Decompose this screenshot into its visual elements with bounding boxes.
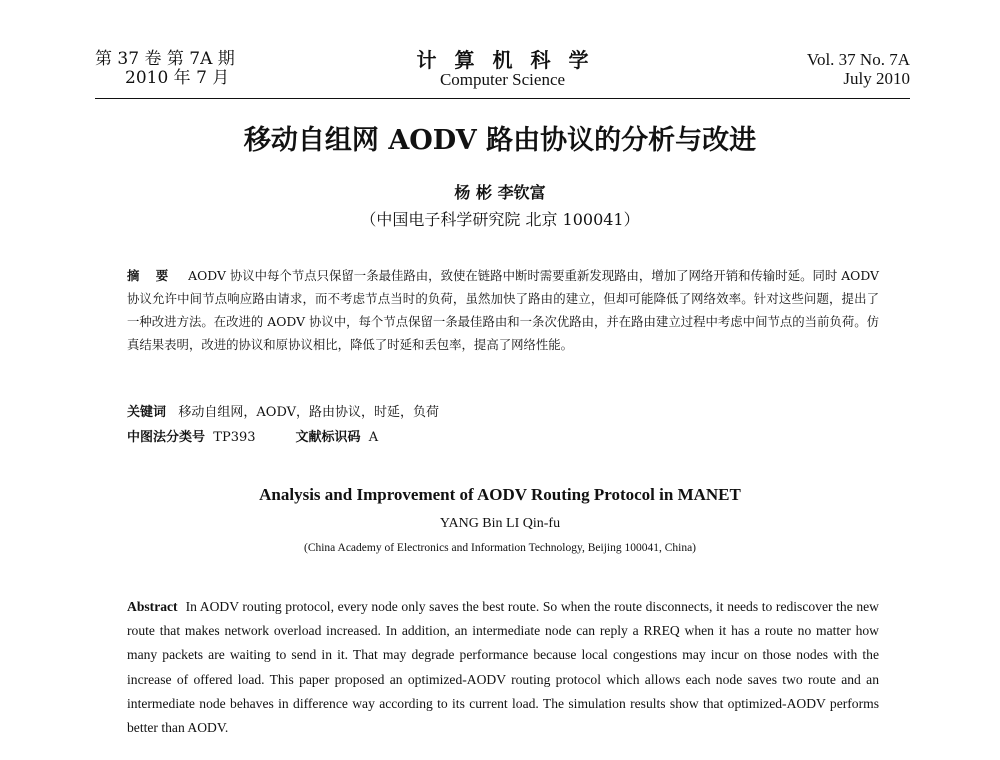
date-cn: 2010 年 7 月 [125,68,230,88]
affiliation-en: (China Academy of Electronics and Information Technology, Beijing 100041, China) [303,542,697,554]
class-label: 中图法分类号 [127,430,206,445]
keywords-text: 移动自组网，AODV，路由协议，时延，负荷 [178,405,440,420]
journal-name-en: Computer Science [439,70,566,89]
header-right [807,50,910,88]
classification [127,426,378,445]
affiliation-cn: （中国电子科学研究院 北京 100041） [360,210,640,229]
keywords-cn [127,401,439,420]
abstract-en [127,595,879,740]
header-center [95,50,910,90]
paper-title-cn: 移动自组网 AODV 路由协议的分析与改进 [243,125,757,156]
abstract-text-cn: AODV 协议中每个节点只保留一条最佳路由，致使在链路中断时需要重新发现路由，增加了网络开销和传输时延。同时 AODV 协议允许中间节点响应路由请求，而不考虑节点当时的负荷，虽然加快了路由的建立，但却可能降低了网络效率。针对这些问题，提出了一种改进方法。在改进的 AODV 协议中，每个节点保留一条最佳路由和一条次优路由，并在路由建立过程中考虑中间节点的当前负荷。仿真结果表明，改进的协议和原协议相比，降低了时延和丢包率，提高了网络性能。 [127,268,879,352]
abstract-text-en: In AODV routing protocol, every node only saves the best route. So when the route disconnects, it needs to rediscover the new route that makes network overload increased. In addition, an intermediate node can reply a RREQ when it has a route no matter how many packets are waiting to send in it. That may degrade performance because local congestions may incur on those nodes with the increase of offered load. This paper proposed an optimized-AODV routing protocol which allows each node saves two route and an intermediate node behaves in difference way according to its current load. The simulation results show that optimized-AODV performs better than AODV. [127,599,879,736]
journal-header [95,50,910,99]
abstract-label-cn: 摘 要 [127,268,175,283]
authors-cn: 杨 彬 李钦富 [454,183,546,202]
volume-en: Vol. 37 No. 7A [806,50,910,69]
doc-code-label: 文献标识码 [295,430,361,445]
doc-code-value: A [368,430,379,445]
class-value: TP393 [213,430,256,445]
volume-cn: 第 37 卷 第 7A 期 [95,49,235,69]
authors-en: YANG Bin LI Qin-fu [439,516,561,531]
keywords-label: 关键词 [127,405,167,420]
journal-name-cn: 计算机科学 [416,48,607,72]
abstract-cn [127,264,879,356]
paper-title-en: Analysis and Improvement of AODV Routing Protocol in MANET [259,485,741,504]
date-en: July 2010 [843,69,910,88]
abstract-label-en: Abstract [127,599,178,614]
